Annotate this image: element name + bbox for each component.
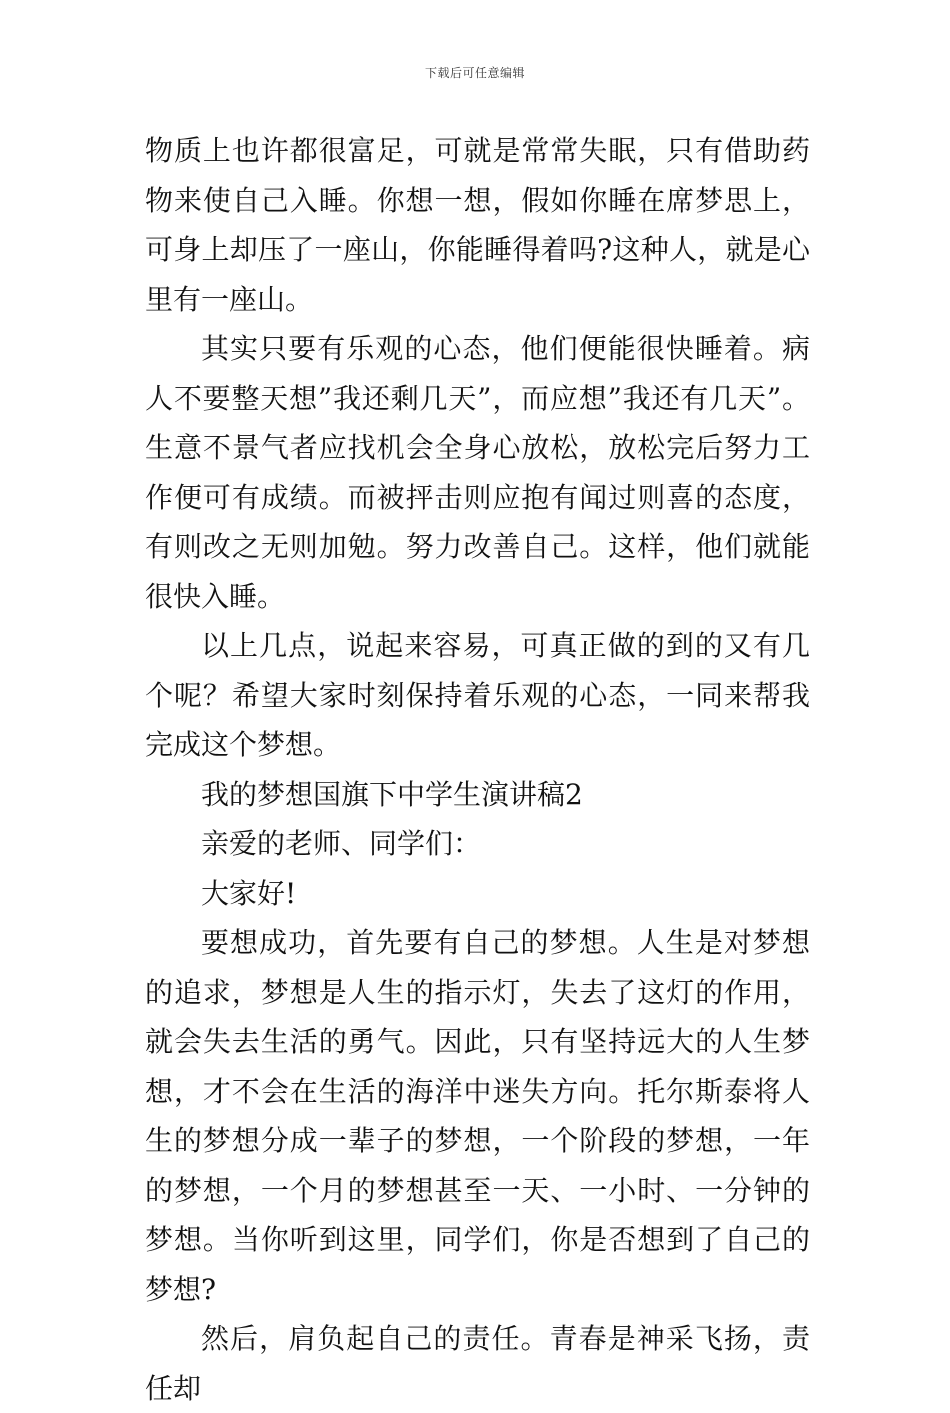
paragraph-continuation: 物质上也许都很富足，可就是常常失眠，只有借助药物来使自己入睡。你想一想，假如你睡在席梦思上，可身上却压了一座山，你能睡得着吗?这种人，就是心里有一座山。 <box>145 134 810 316</box>
greeting: 大家好! <box>201 876 297 910</box>
page-header: 下载后可任意编辑 <box>424 66 525 80</box>
paragraph-dream-goal: 要想成功，首先要有自己的梦想。人生是对梦想的追求，梦想是人生的指示灯，失去了这灯的作用，就会失去生活的勇气。因此，只有坚持远大的人生梦想，才不会在生活的海洋中迷失方向。托尔斯泰将人生的梦想分成一辈子的梦想，一个阶段的梦想，一年的梦想，一个月的梦想甚至一天、一小时、一分钟的梦想。当你听到这里，同学们，你是否想到了自己的梦想? <box>145 926 810 1306</box>
speech-title: 我的梦想国旗下中学生演讲稿2 <box>201 777 583 811</box>
document-body <box>145 126 810 1413</box>
salutation: 亲爱的老师、同学们： <box>201 827 482 860</box>
paragraph-responsibility: 然后，肩负起自己的责任。青春是神采飞扬，责任却 <box>145 1322 810 1405</box>
paragraph-conclusion: 以上几点，说起来容易，可真正做的到的又有几个呢？希望大家时刻保持着乐观的心态，一同来帮我完成这个梦想。 <box>145 629 810 761</box>
paragraph-optimism: 其实只要有乐观的心态，他们便能很快睡着。病人不要整天想”我还剩几天”，而应想”我还有几天”。生意不景气者应找机会全身心放松，放松完后努力工作便可有成绩。而被抨击则应抱有闻过则喜的态度，有则改之无则加勉。努力改善自己。这样，他们就能很快入睡。 <box>145 332 810 613</box>
